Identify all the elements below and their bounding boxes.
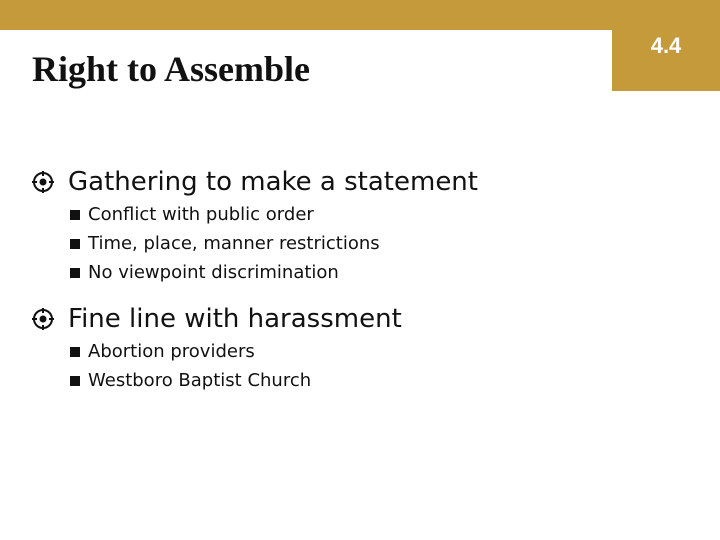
square-bullet-icon [70,376,80,386]
square-bullet-icon [70,210,80,220]
sub-bullet-list [32,200,592,287]
sub-bullet-text: Abortion providers [88,341,255,362]
sub-bullet-item [70,200,592,229]
bullet-item [32,164,592,200]
square-bullet-icon [70,268,80,278]
sub-bullet-text: Westboro Baptist Church [88,370,312,391]
sub-bullet-list [32,337,592,395]
square-bullet-icon [70,239,80,249]
slide-content [32,164,592,409]
sub-bullet-text: Conflict with public order [88,204,314,225]
sub-bullet-text: Time, place, manner restrictions [88,233,380,254]
target-bullet-icon [32,308,54,330]
target-bullet-icon [32,171,54,193]
bullet-text: Fine line with harassment [68,304,402,334]
slide-number-badge [612,0,720,91]
slide-number: 4.4 [650,32,682,58]
sub-bullet-item [70,258,592,287]
bullet-text: Gathering to make a statement [68,167,478,197]
sub-bullet-text: No viewpoint discrimination [88,262,339,283]
square-bullet-icon [70,347,80,357]
bullet-item [32,301,592,337]
slide-title: Right to Assemble [32,49,310,89]
sub-bullet-item [70,366,592,395]
sub-bullet-item [70,337,592,366]
sub-bullet-item [70,229,592,258]
